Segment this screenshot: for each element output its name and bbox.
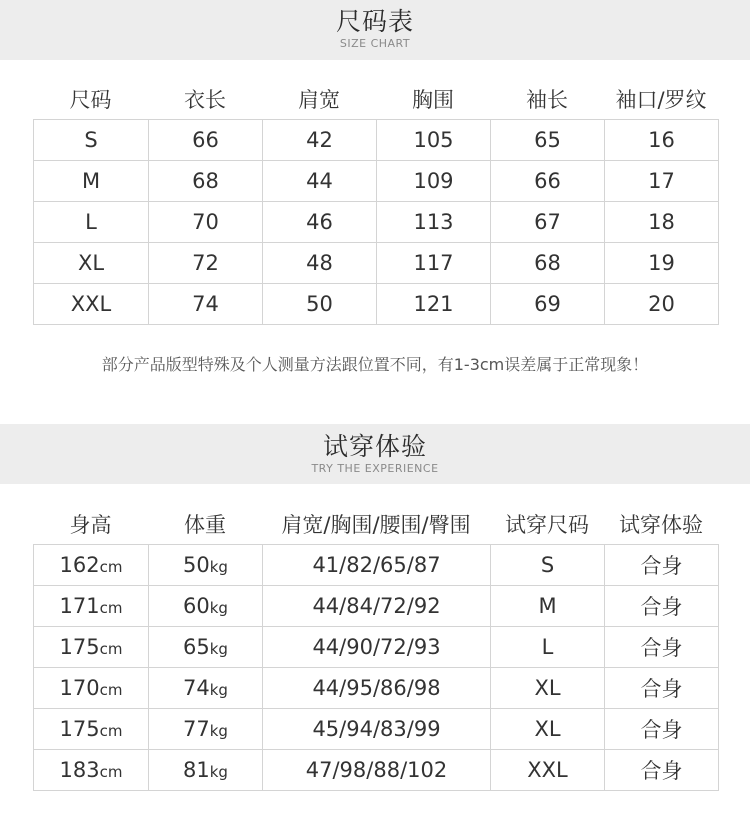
height-unit: cm	[99, 681, 123, 699]
shoulder-cell: 50	[263, 284, 377, 325]
height-cell	[34, 750, 149, 791]
table-row	[34, 586, 719, 627]
weight-cell	[149, 668, 263, 709]
measurements-cell: 44/90/72/93	[263, 627, 491, 668]
fit-cell: 合身	[605, 750, 719, 791]
length-cell: 68	[149, 161, 263, 202]
weight-value: 65	[183, 635, 210, 659]
size-chart-header	[33, 80, 718, 120]
length-cell: 70	[149, 202, 263, 243]
weight-value: 50	[183, 553, 210, 577]
weight-unit: kg	[209, 640, 228, 658]
height-cell	[34, 586, 149, 627]
size-chart-subtitle: SIZE CHART	[339, 37, 411, 50]
size-cell: XXL	[34, 284, 149, 325]
chest-cell: 121	[377, 284, 491, 325]
fit-cell: 合身	[605, 709, 719, 750]
weight-unit: kg	[209, 599, 228, 617]
weight-cell	[149, 709, 263, 750]
cuff-cell: 18	[605, 202, 719, 243]
table-row	[34, 161, 719, 202]
table-row	[34, 709, 719, 750]
size-chart-title: 尺码表	[335, 7, 414, 36]
measurements-cell: 44/84/72/92	[263, 586, 491, 627]
height-cell	[34, 545, 149, 586]
weight-value: 77	[183, 717, 210, 741]
try-on-subtitle: TRY THE EXPERIENCE	[311, 462, 439, 475]
try-size-cell: XXL	[491, 750, 605, 791]
height-value: 162	[59, 553, 100, 577]
weight-unit: kg	[209, 763, 228, 781]
weight-cell	[149, 627, 263, 668]
cuff-cell: 17	[605, 161, 719, 202]
size-cell: M	[34, 161, 149, 202]
height-unit: cm	[99, 763, 123, 781]
try-size-cell: L	[491, 627, 605, 668]
try-size-cell: M	[491, 586, 605, 627]
fit-cell: 合身	[605, 586, 719, 627]
header-size: 尺码	[69, 88, 112, 112]
try-on-table	[33, 544, 719, 791]
table-row	[34, 202, 719, 243]
chest-cell: 109	[377, 161, 491, 202]
height-value: 171	[59, 594, 100, 618]
header-cuff: 袖口/罗纹	[615, 88, 707, 112]
header-length: 衣长	[184, 88, 226, 112]
measurements-cell: 45/94/83/99	[263, 709, 491, 750]
header-chest: 胸围	[412, 88, 454, 112]
weight-value: 74	[183, 676, 210, 700]
header-sleeve: 袖长	[526, 88, 568, 112]
measurements-cell: 44/95/86/98	[263, 668, 491, 709]
header-fit: 试穿体验	[619, 513, 703, 537]
try-size-cell: S	[491, 545, 605, 586]
weight-value: 60	[183, 594, 210, 618]
fit-cell: 合身	[605, 627, 719, 668]
fit-cell: 合身	[605, 545, 719, 586]
chest-cell: 113	[377, 202, 491, 243]
try-size-cell: XL	[491, 709, 605, 750]
try-on-title: 试穿体验	[322, 432, 427, 461]
header-try-size: 试穿尺码	[505, 513, 589, 537]
height-unit: cm	[99, 640, 123, 658]
chest-cell: 117	[377, 243, 491, 284]
height-value: 170	[59, 676, 100, 700]
weight-cell	[149, 586, 263, 627]
height-unit: cm	[99, 599, 123, 617]
shoulder-cell: 42	[263, 120, 377, 161]
measurements-cell: 41/82/65/87	[263, 545, 491, 586]
height-value: 175	[59, 635, 100, 659]
table-row	[34, 627, 719, 668]
fit-cell: 合身	[605, 668, 719, 709]
table-row	[34, 120, 719, 161]
try-on-header	[33, 505, 718, 545]
height-cell	[34, 627, 149, 668]
try-on-banner	[0, 424, 750, 484]
table-row	[34, 284, 719, 325]
cuff-cell: 20	[605, 284, 719, 325]
measurement-note: 部分产品版型特殊及个人测量方法跟位置不同，有1-3cm误差属于正常现象！	[101, 355, 649, 374]
cuff-cell: 16	[605, 120, 719, 161]
sleeve-cell: 68	[491, 243, 605, 284]
weight-value: 81	[183, 758, 210, 782]
weight-cell	[149, 750, 263, 791]
header-height: 身高	[69, 513, 112, 537]
header-shoulder: 肩宽	[298, 88, 340, 112]
table-row	[34, 545, 719, 586]
length-cell: 74	[149, 284, 263, 325]
shoulder-cell: 46	[263, 202, 377, 243]
try-size-cell: XL	[491, 668, 605, 709]
length-cell: 66	[149, 120, 263, 161]
size-cell: S	[34, 120, 149, 161]
header-weight: 体重	[184, 513, 226, 537]
weight-unit: kg	[209, 722, 228, 740]
shoulder-cell: 48	[263, 243, 377, 284]
length-cell: 72	[149, 243, 263, 284]
table-row	[34, 243, 719, 284]
sleeve-cell: 69	[491, 284, 605, 325]
height-cell	[34, 668, 149, 709]
cuff-cell: 19	[605, 243, 719, 284]
sleeve-cell: 66	[491, 161, 605, 202]
height-value: 175	[59, 717, 100, 741]
size-cell: XL	[34, 243, 149, 284]
weight-unit: kg	[209, 558, 228, 576]
height-unit: cm	[99, 558, 123, 576]
weight-cell	[149, 545, 263, 586]
height-cell	[34, 709, 149, 750]
height-unit: cm	[99, 722, 123, 740]
header-measurements: 肩宽/胸围/腰围/臀围	[281, 513, 471, 537]
size-chart-table	[33, 119, 719, 325]
weight-unit: kg	[209, 681, 228, 699]
shoulder-cell: 44	[263, 161, 377, 202]
sleeve-cell: 65	[491, 120, 605, 161]
sleeve-cell: 67	[491, 202, 605, 243]
height-value: 183	[59, 758, 100, 782]
size-cell: L	[34, 202, 149, 243]
measurements-cell: 47/98/88/102	[263, 750, 491, 791]
chest-cell: 105	[377, 120, 491, 161]
size-chart-banner	[0, 0, 750, 60]
table-row	[34, 668, 719, 709]
table-row	[34, 750, 719, 791]
